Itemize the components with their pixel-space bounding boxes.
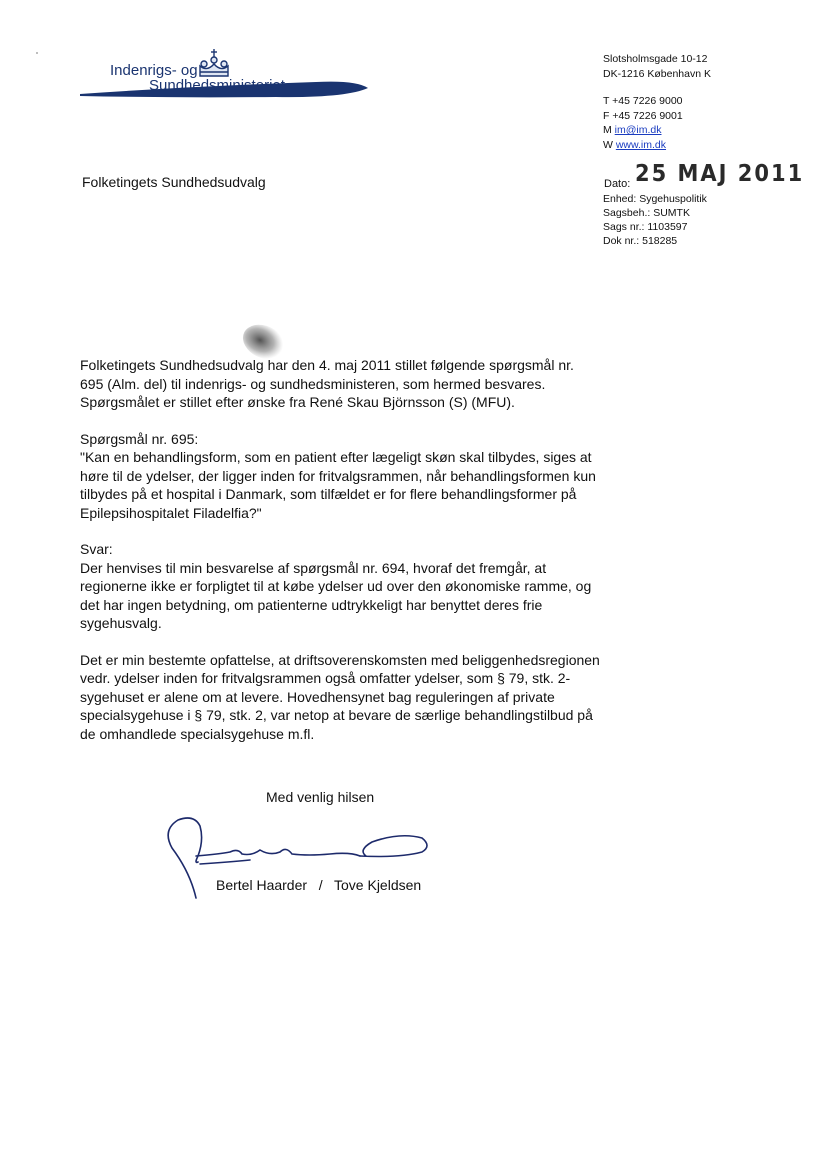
web-link[interactable]: www.im.dk — [615, 138, 667, 151]
answer-heading: Svar: — [80, 541, 113, 557]
phone: T +45 7226 9000 — [603, 95, 683, 107]
letter-body — [80, 356, 600, 761]
mail-row — [603, 123, 683, 138]
answer-paragraph-1: Der henvises til min besvarelse af spørgsmål nr. 694, hvoraf det fremgår, at regionerne ikke er forpligtet til at købe ydelser ud over den økonomiske ramme, og det har ingen betydning, om patienterne udtrykkeligt har benyttet deres frie sygehusvalg. — [80, 559, 592, 631]
recipient: Folketingets Sundhedsudvalg — [82, 174, 266, 190]
closing-greeting: Med venlig hilsen — [266, 789, 375, 805]
logo-text-line1: Indenrigs- og — [110, 62, 198, 79]
logo-text-line2: Sundhedsministeriet — [149, 77, 285, 94]
mail-link[interactable]: im@im.dk — [614, 124, 662, 136]
case-meta — [603, 192, 707, 248]
web-prefix: W — [603, 138, 613, 151]
meta-dok-nr: Dok nr.: 518285 — [603, 235, 678, 247]
contact-block — [603, 94, 683, 152]
answer-paragraph-2: Det er min bestemte opfattelse, at driftsoverenskomsten med beliggenhedsregionen vedr. ydelser inden for fritvalgsrammen også omfatter ydelser, som § 79, stk. 2-sygehuset er alene om at levere. Hovedhensynet bag reguleringen af private specialsygehuse i § 79, stk. 2, var netop at bevare de særlige behandlingstilbud på de omhandlede specialsygehuse m.fl. — [80, 651, 600, 742]
date-stamp: 25 MAJ 2011 — [635, 160, 805, 187]
signer-names: Bertel Haarder / Tove Kjeldsen — [216, 877, 422, 893]
address-street: Slotsholmsgade 10-12 — [603, 53, 708, 65]
ministry-logo — [76, 44, 376, 106]
meta-sags-nr: Sags nr.: 1103597 — [603, 221, 688, 233]
fax: F +45 7226 9001 — [603, 109, 683, 122]
question-heading: Spørgsmål nr. 695: — [80, 430, 199, 447]
web-row — [603, 138, 683, 153]
address-city: DK-1216 København K — [603, 68, 711, 80]
ministry-address — [603, 52, 711, 82]
date-label: Dato: — [604, 178, 631, 190]
scan-speck — [36, 52, 38, 54]
intro-paragraph: Folketingets Sundhedsudvalg har den 4. maj 2011 stillet følgende spørgsmål nr. 695 (Alm. del) til indenrigs- og sundhedsministeren, som hermed besvares. Spørgsmålet er stillet efter ønske fra René Skau Björnsson (S) (MFU). — [80, 357, 574, 410]
meta-enhed: Enhed: Sygehuspolitik — [603, 193, 707, 205]
question-text: "Kan en behandlingsform, som en patient efter lægeligt skøn skal tilbydes, siges at høre til de ydelser, der ligger inden for fritvalgsrammen, når behandlingsformen kun tilbydes på et hospital i Danmark, som tilfældet er for flere behandlingsformer på Epilepsihospitalet Filadelfia?" — [80, 449, 596, 521]
meta-sagsbeh: Sagsbeh.: SUMTK — [603, 207, 690, 219]
mail-prefix: M — [603, 124, 612, 136]
